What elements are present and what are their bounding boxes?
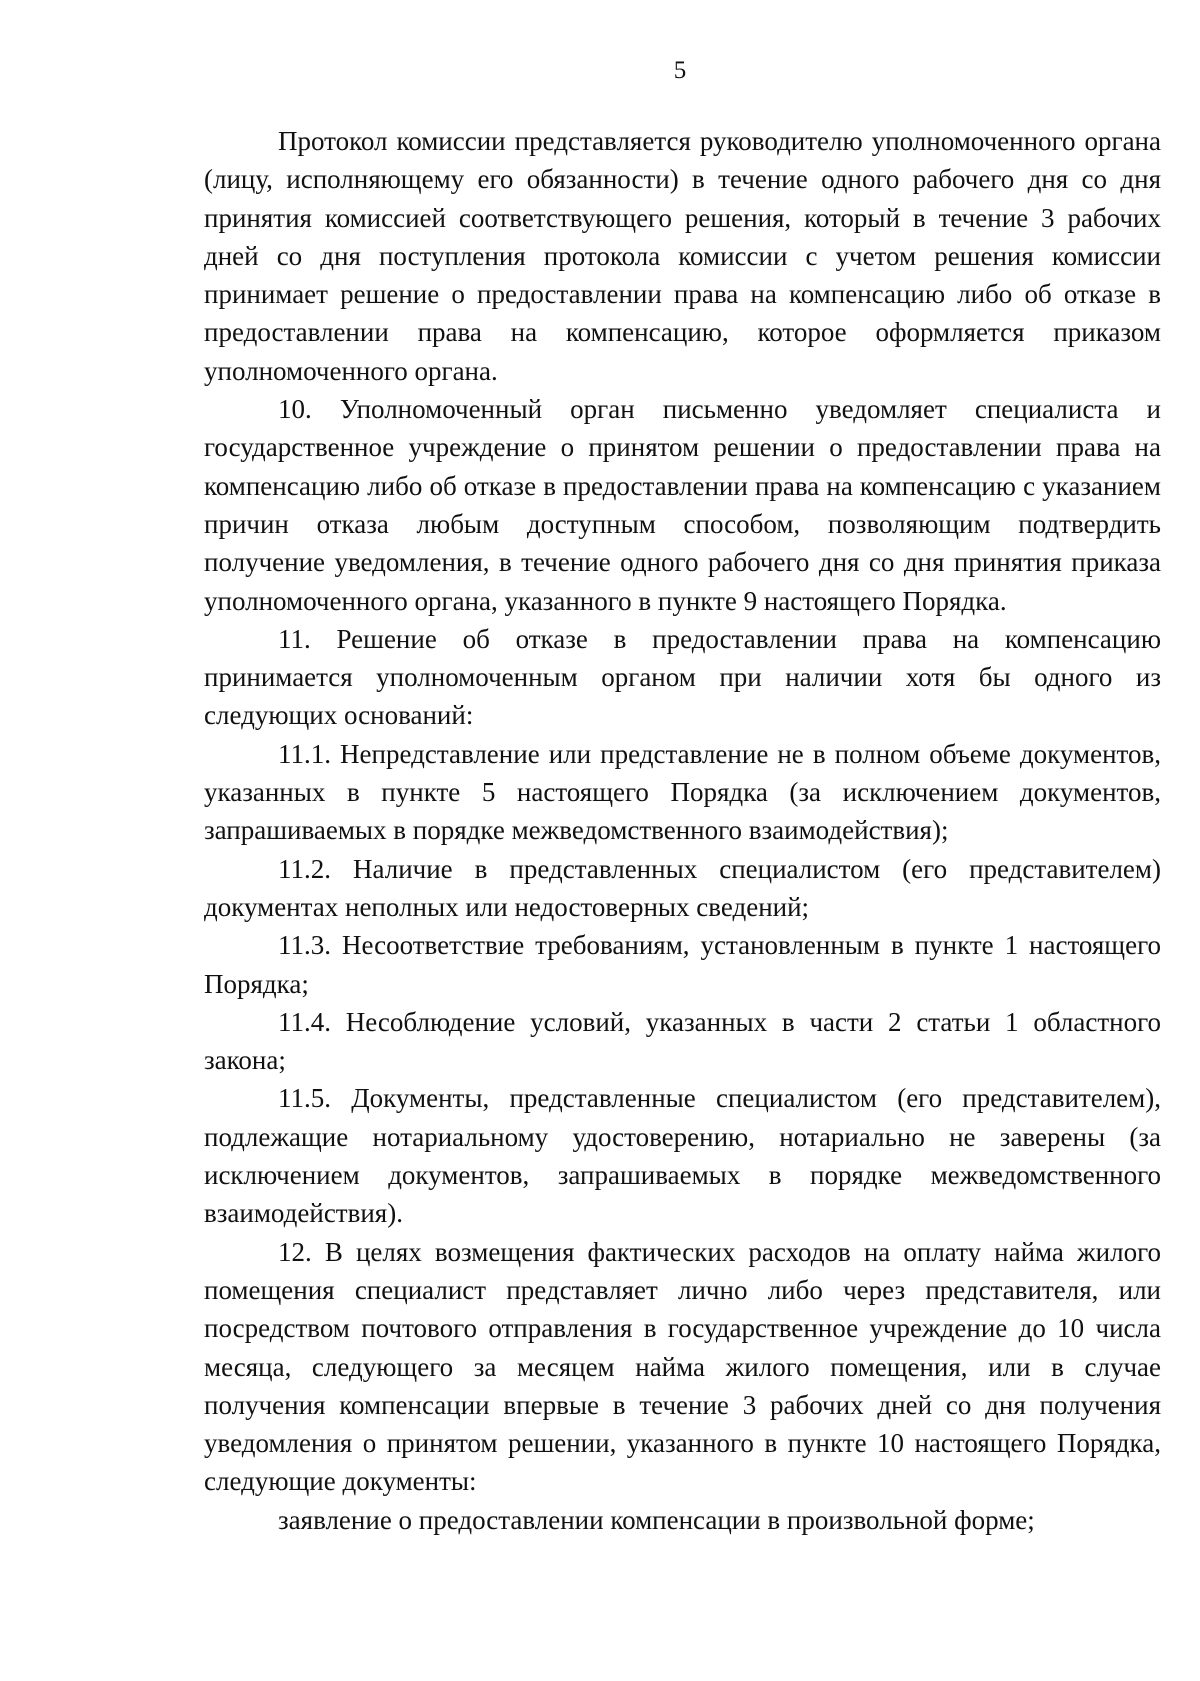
paragraph-item-11-3: 11.3. Несоответствие требованиям, установленным в пункте 1 настоящего Порядка; <box>204 930 1161 999</box>
document-body <box>204 122 1161 1539</box>
paragraph-application-form: заявление о предоставлении компенсации в произвольной форме; <box>278 1504 1035 1535</box>
page-number: 5 <box>673 57 687 84</box>
paragraph-item-10: 10. Уполномоченный орган письменно уведомляет специалиста и государственное учреждение о принятом решении о предоставлении права на компенсацию либо об отказе в предоставлении права на компенсацию с указанием причин отказа любым доступным способом, позволяющим подтвердить получение уведомления, в течение одного рабочего дня со дня принятия приказа уполномоченного органа, указанного в пункте 9 настоящего Порядка. <box>204 394 1161 616</box>
paragraph-item-12: 12. В целях возмещения фактических расходов на оплату найма жилого помещения специалист представляет лично либо через представителя, или посредством почтового отправления в государственное учреждение до 10 числа месяца, следующего за месяцем найма жилого помещения, или в случае получения компенсации впервые в течение 3 рабочих дней со дня получения уведомления о принятом решении, указанного в пункте 10 настоящего Порядка, следующие документы: <box>204 1236 1161 1497</box>
paragraph-item-11-2: 11.2. Наличие в представленных специалистом (его представителем) документах неполных или недостоверных сведений; <box>204 853 1161 922</box>
paragraph-item-11-5: 11.5. Документы, представленные специалистом (его представителем), подлежащие нотариальному удостоверению, нотариально не заверены (за исключением документов, запрашиваемых в порядке межведомственного взаимодействия). <box>204 1083 1161 1229</box>
paragraph-item-11-4: 11.4. Несоблюдение условий, указанных в части 2 статьи 1 областного закона; <box>204 1006 1161 1076</box>
paragraph-item-11: 11. Решение об отказе в предоставлении права на компенсацию принимается уполномоченным органом при наличии хотя бы одного из следующих оснований: <box>204 623 1161 731</box>
paragraph-item-11-1: 11.1. Непредставление или представление не в полном объеме документов, указанных в пункте 5 настоящего Порядка (за исключением документов, запрашиваемых в порядке межведомственного взаимодействия); <box>204 738 1161 846</box>
paragraph-protocol: Протокол комиссии представляется руководителю уполномоченного органа (лицу, исполняющему его обязанности) в течение одного рабочего дня со дня принятия комиссией соответствующего решения, который в течение 3 рабочих дней со дня поступления протокола комиссии с учетом решения комиссии принимает решение о предоставлении права на компенсацию либо об отказе в предоставлении права на компенсацию, которое оформляется приказом уполномоченного органа. <box>204 126 1161 386</box>
